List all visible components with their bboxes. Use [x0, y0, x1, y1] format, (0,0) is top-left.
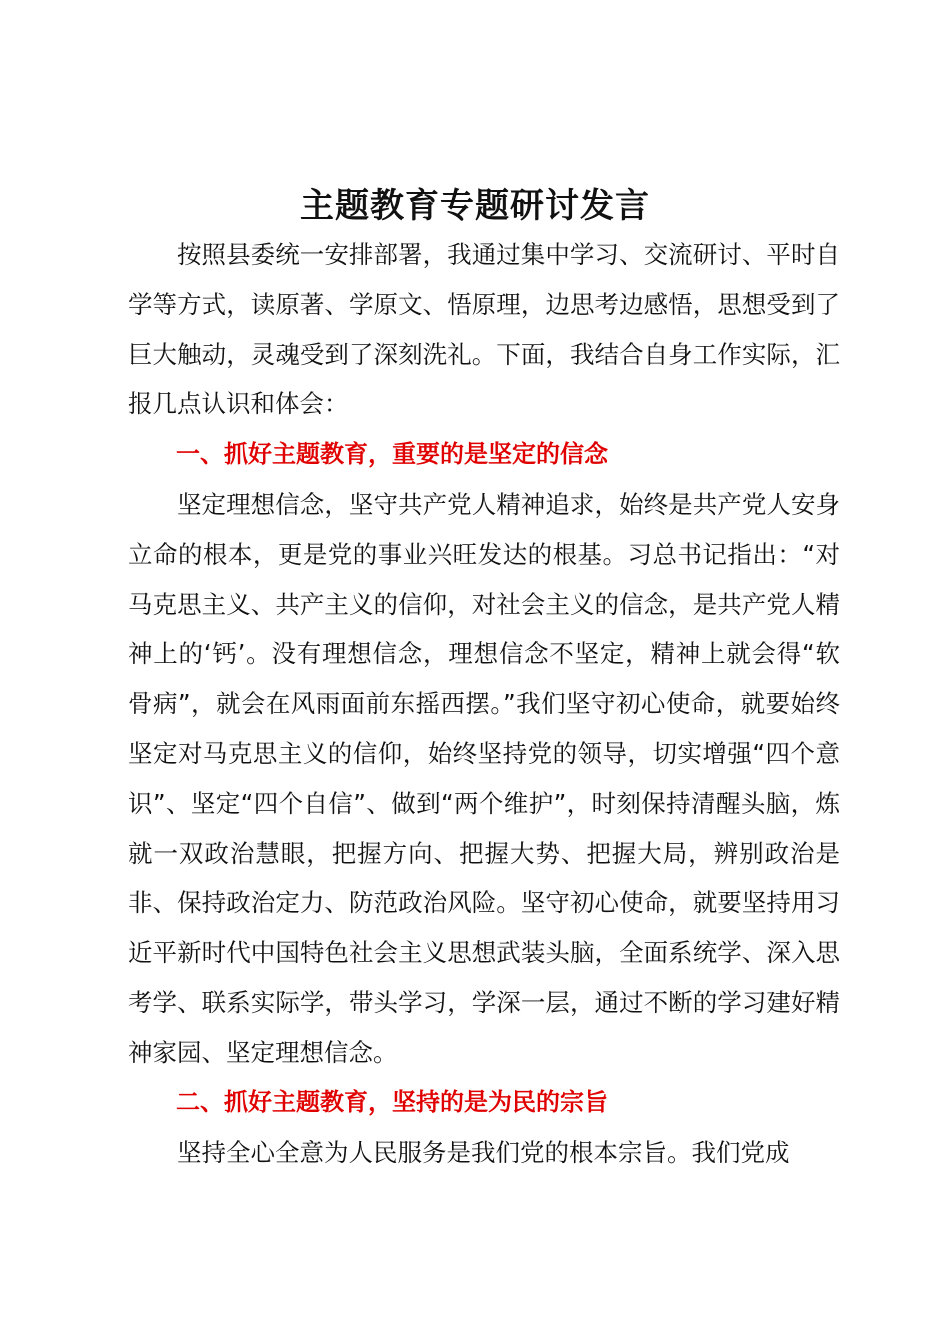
section-1-heading: 一、抓好主题教育，重要的是坚定的信念	[176, 440, 608, 468]
section-2-heading: 二、抓好主题教育，坚持的是为民的宗旨	[176, 1088, 608, 1116]
document-title: 主题教育专题研讨发言	[300, 186, 650, 226]
intro-paragraph: 按照县委统一安排部署，我通过集中学习、交流研讨、平时自学等方式，读原著、学原文、悟原理，边思考边感悟，思想受到了巨大触动，灵魂受到了深刻洗礼。下面，我结合自身工作实际，汇报几点认识和体会：	[128, 240, 840, 419]
section-2-paragraph: 坚持全心全意为人民服务是我们党的根本宗旨。我们党成	[177, 1138, 790, 1167]
section-1-paragraph: 坚定理想信念，坚守共产党人精神追求，始终是共产党人安身立命的根本，更是党的事业兴旺发达的根基。习总书记指出：“对马克思主义、共产主义的信仰，对社会主义的信念，是共产党人精神上的‘钙’。没有理想信念，理想信念不坚定，精神上就会得“软骨病”，就会在风雨面前东摇西摆。”我们坚守初心使命，就要始终坚定对马克思主义的信仰，始终坚持党的领导，切实增强“四个意识”、坚定“四个自信”、做到“两个维护”，时刻保持清醒头脑，炼就一双政治慧眼，把握方向、把握大势、把握大局，辨别政治是非、保持政治定力、防范政治风险。坚守初心使命，就要坚持用习近平新时代中国特色社会主义思想武装头脑，全面系统学、深入思考学、联系实际学，带头学习，学深一层，通过不断的学习建好精神家园、坚定理想信念。	[128, 490, 840, 1067]
